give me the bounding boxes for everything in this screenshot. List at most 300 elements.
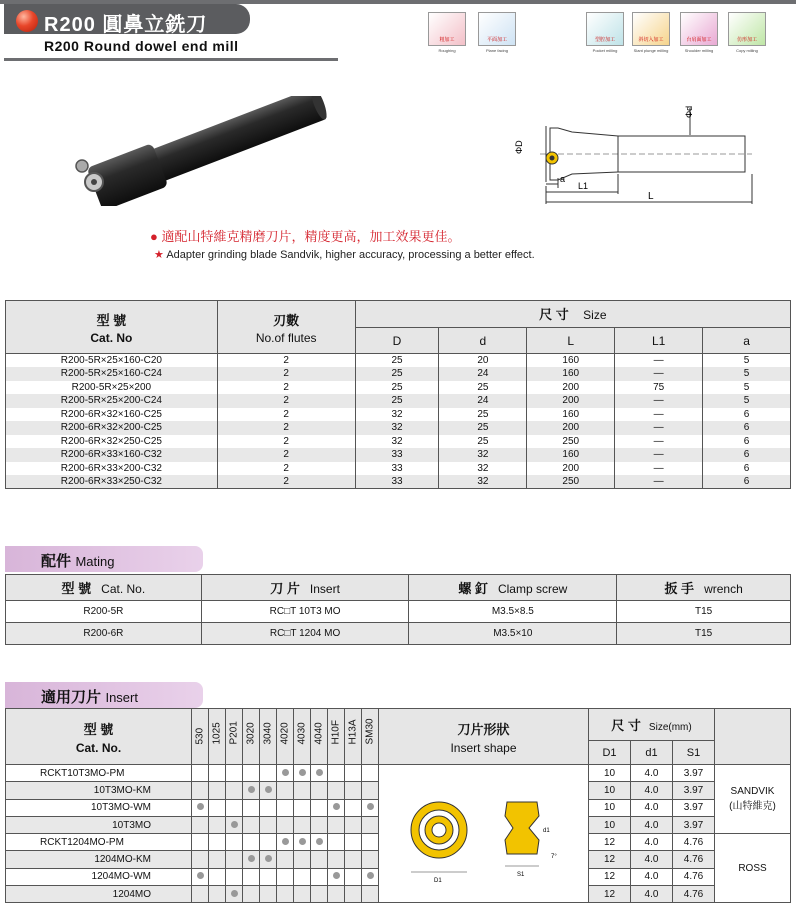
grade-cell — [277, 816, 294, 833]
value-cell: 6 — [703, 421, 791, 435]
page-title: R200 圓鼻立銑刀 — [44, 14, 208, 36]
value-cell: 160 — [527, 448, 615, 462]
title-banner — [4, 4, 250, 34]
operation-2-label: 平面加工 — [486, 37, 507, 43]
mating-header-4: 扳 手 wrench — [617, 575, 791, 601]
value-cell: 5 — [703, 354, 791, 368]
table-row — [6, 435, 791, 449]
grade-cell — [294, 816, 311, 833]
value-cell: 33 — [355, 448, 439, 462]
grade-cell — [311, 851, 328, 868]
grade-cell — [345, 851, 362, 868]
insert-size-d1: 4.0 — [631, 851, 673, 868]
value-cell: 20 — [439, 354, 527, 368]
insert-size-s1: 3.97 — [673, 816, 715, 833]
grade-cell — [345, 834, 362, 851]
grade-cell — [328, 886, 345, 903]
mating-cell: T15 — [617, 601, 791, 623]
title-bullet-icon — [16, 10, 38, 32]
insert-size-s1: 4.76 — [673, 886, 715, 903]
grade-cell — [277, 765, 294, 782]
insert-header-brand — [715, 709, 791, 765]
grade-cell — [209, 765, 226, 782]
shape-label-s1: S1 — [516, 872, 524, 879]
applicable-dot-icon — [316, 838, 323, 845]
insert-cat-no: 1204MO — [6, 886, 192, 903]
mating-cell: RC□T 10T3 MO — [201, 601, 409, 623]
grade-cell — [328, 799, 345, 816]
grade-cell — [226, 834, 243, 851]
grade-cell — [260, 886, 277, 903]
grade-cell — [243, 799, 260, 816]
size-table-header-flutes: 刃數 No.of flutes — [217, 301, 355, 354]
insert-size-d1: 4.0 — [631, 782, 673, 799]
applicable-dot-icon — [231, 821, 238, 828]
insert-size-s1: 3.97 — [673, 782, 715, 799]
value-cell: 25 — [439, 381, 527, 395]
brand-sandvik: SANDVIK (山特維克) — [715, 765, 791, 834]
grade-cell — [226, 782, 243, 799]
value-cell: 200 — [527, 394, 615, 408]
value-cell: 33 — [355, 462, 439, 476]
grade-cell — [311, 782, 328, 799]
insert-size-d1: 4.0 — [631, 799, 673, 816]
star-icon: ★ — [154, 249, 164, 261]
value-cell: 2 — [217, 354, 355, 368]
grade-cell — [345, 816, 362, 833]
value-cell: 2 — [217, 421, 355, 435]
value-cell: 32 — [355, 408, 439, 422]
insert-size-d1: 4.0 — [631, 816, 673, 833]
grade-cell — [243, 834, 260, 851]
grade-cell — [243, 868, 260, 885]
grade-cell — [328, 816, 345, 833]
mating-header-2: 刀 片 Insert — [201, 575, 409, 601]
grade-cell — [277, 782, 294, 799]
value-cell: — — [615, 475, 703, 489]
shape-label-angle: 7° — [550, 854, 557, 861]
grade-cell — [362, 799, 379, 816]
drawing-label-L: L — [648, 191, 654, 202]
insert-size-d1: 12 — [589, 851, 631, 868]
insert-size-s1: 3.97 — [673, 765, 715, 782]
operation-4-caption: Slant plunge milling — [633, 48, 669, 53]
cat-no-cell: R200-5R×25×200 — [6, 381, 218, 395]
grade-cell — [209, 799, 226, 816]
grade-cell — [328, 851, 345, 868]
grade-cell — [311, 886, 328, 903]
insert-size-col-d1: D1 — [589, 741, 631, 765]
value-cell: — — [615, 367, 703, 381]
grade-cell — [243, 816, 260, 833]
operation-3-caption: Pocket milling — [592, 48, 618, 53]
grade-cell — [362, 868, 379, 885]
size-table-header-model: 型 號 Cat. No — [6, 301, 218, 354]
drawing-label-L1: L1 — [578, 181, 589, 191]
insert-size-s1: 4.76 — [673, 868, 715, 885]
grade-cell — [209, 851, 226, 868]
grade-cell — [209, 782, 226, 799]
grade-header-1025: 1025 — [209, 709, 226, 765]
grade-cell — [192, 799, 209, 816]
value-cell: 25 — [355, 394, 439, 408]
applicable-dot-icon — [367, 872, 374, 879]
cat-no-cell: R200-6R×32×250-C25 — [6, 435, 218, 449]
operation-2-caption: Plane facing — [485, 48, 508, 53]
grade-cell — [226, 765, 243, 782]
value-cell: 250 — [527, 435, 615, 449]
value-cell: 6 — [703, 475, 791, 489]
insert-size-d1: 10 — [589, 799, 631, 816]
grade-header-3020: 3020 — [243, 709, 260, 765]
value-cell: 6 — [703, 408, 791, 422]
grade-cell — [345, 765, 362, 782]
cat-no-cell: R200-6R×33×200-C32 — [6, 462, 218, 476]
operation-1-label: 粗加工 — [439, 37, 455, 43]
value-cell: — — [615, 394, 703, 408]
value-cell: — — [615, 435, 703, 449]
grade-cell — [260, 799, 277, 816]
operation-6-icon — [728, 12, 766, 46]
value-cell: — — [615, 421, 703, 435]
insert-size-d1: 10 — [589, 782, 631, 799]
operation-3-icon — [586, 12, 624, 46]
applicable-dot-icon — [231, 890, 238, 897]
value-cell: 32 — [355, 421, 439, 435]
size-col-d: d — [439, 328, 527, 354]
operation-6-caption: Copy milling — [736, 48, 758, 53]
insert-header-shape: 刀片形狀 Insert shape — [379, 709, 589, 765]
grade-cell — [294, 765, 311, 782]
grade-cell — [277, 868, 294, 885]
grade-cell — [209, 868, 226, 885]
feature-note-en — [154, 248, 535, 261]
insert-size-d1: 10 — [589, 816, 631, 833]
table-row — [6, 623, 791, 645]
grade-cell — [277, 886, 294, 903]
applicable-dot-icon — [282, 838, 289, 845]
applicable-dot-icon — [197, 803, 204, 810]
insert-shape-cell — [379, 765, 589, 903]
grade-cell — [243, 851, 260, 868]
tool-drawing — [500, 98, 760, 208]
insert-size-s1: 4.76 — [673, 834, 715, 851]
tool-photo — [66, 96, 336, 206]
feature-note-en-text: Adapter grinding blade Sandvik, higher accuracy, processing a better effect. — [166, 249, 535, 261]
feature-note-cn: ● 適配山特維克精磨刀片，精度更高，加工效果更佳。 — [150, 229, 461, 244]
grade-cell — [243, 765, 260, 782]
value-cell: 5 — [703, 367, 791, 381]
table-row — [6, 601, 791, 623]
insert-size-s1: 3.97 — [673, 799, 715, 816]
grade-cell — [294, 799, 311, 816]
grade-cell — [260, 868, 277, 885]
grade-cell — [226, 816, 243, 833]
grade-cell — [277, 851, 294, 868]
insert-size-d1: 10 — [589, 765, 631, 782]
grade-cell — [260, 816, 277, 833]
insert-size-col-d1: d1 — [631, 741, 673, 765]
grade-cell — [260, 834, 277, 851]
value-cell: 5 — [703, 381, 791, 395]
grade-cell — [311, 765, 328, 782]
grade-cell — [362, 851, 379, 868]
value-cell: 32 — [355, 435, 439, 449]
shape-label-d1-small: d1 — [542, 828, 550, 835]
grade-header-530: 530 — [192, 709, 209, 765]
insert-size-d1: 4.0 — [631, 834, 673, 851]
grade-cell — [260, 782, 277, 799]
value-cell: 2 — [217, 475, 355, 489]
applicable-dot-icon — [282, 769, 289, 776]
operation-5-label: 台肩面加工 — [686, 37, 712, 43]
value-cell: 25 — [439, 408, 527, 422]
insert-size-d1: 12 — [589, 834, 631, 851]
grade-header-4020: 4020 — [277, 709, 294, 765]
value-cell: 250 — [527, 475, 615, 489]
applicable-dot-icon — [265, 855, 272, 862]
operation-5-icon — [680, 12, 718, 46]
grade-cell — [345, 868, 362, 885]
grade-cell — [294, 782, 311, 799]
grade-cell — [362, 886, 379, 903]
size-col-l1: L1 — [615, 328, 703, 354]
grade-cell — [243, 782, 260, 799]
grade-cell — [260, 765, 277, 782]
insert-section-tag: 適用刀片 Insert — [5, 682, 203, 708]
insert-cat-no: 10T3MO-KM — [6, 782, 192, 799]
grade-header-h13a: H13A — [345, 709, 362, 765]
value-cell: 25 — [355, 381, 439, 395]
value-cell: 2 — [217, 394, 355, 408]
value-cell: 6 — [703, 448, 791, 462]
drawing-label-phid: Φd — [684, 105, 694, 118]
value-cell: 2 — [217, 448, 355, 462]
operation-1-icon — [428, 12, 466, 46]
value-cell: — — [615, 448, 703, 462]
grade-cell — [226, 868, 243, 885]
operation-3-label: 型腔加工 — [594, 37, 615, 43]
applicable-dot-icon — [299, 838, 306, 845]
grade-cell — [209, 886, 226, 903]
insert-size-d1: 12 — [589, 886, 631, 903]
operation-5-caption: Shoulder milling — [684, 48, 714, 53]
applicable-dot-icon — [333, 803, 340, 810]
value-cell: 25 — [355, 354, 439, 368]
grade-cell — [328, 834, 345, 851]
grade-cell — [277, 834, 294, 851]
grade-cell — [226, 851, 243, 868]
cat-no-cell: R200-5R×25×200-C24 — [6, 394, 218, 408]
insert-header-model: 型 號 Cat. No. — [6, 709, 192, 765]
size-table-header-size: 尺 寸 Size — [355, 301, 790, 328]
table-row — [6, 475, 791, 489]
grade-cell — [328, 868, 345, 885]
grade-cell — [311, 868, 328, 885]
table-row — [6, 394, 791, 408]
grade-cell — [226, 799, 243, 816]
mating-cell: RC□T 1204 MO — [201, 623, 409, 645]
grade-cell — [192, 765, 209, 782]
mating-section-tag: 配件 Mating — [5, 546, 203, 572]
applicable-dot-icon — [265, 786, 272, 793]
grade-cell — [362, 765, 379, 782]
value-cell: 200 — [527, 462, 615, 476]
applicable-dot-icon — [367, 803, 374, 810]
value-cell: 160 — [527, 367, 615, 381]
size-table — [5, 300, 791, 489]
mating-cell: R200-5R — [6, 601, 202, 623]
insert-cat-no: RCKT10T3MO-PM — [6, 765, 192, 782]
value-cell: 2 — [217, 462, 355, 476]
grade-cell — [192, 886, 209, 903]
insert-size-col-s1: S1 — [673, 741, 715, 765]
grade-cell — [294, 868, 311, 885]
grade-cell — [311, 799, 328, 816]
value-cell: 75 — [615, 381, 703, 395]
drawing-label-a: a — [560, 174, 566, 184]
shape-label-d1: D1 — [433, 878, 442, 885]
insert-cat-no: 10T3MO-WM — [6, 799, 192, 816]
grade-header-h10f: H10F — [328, 709, 345, 765]
table-row — [6, 765, 791, 782]
insert-header-size: 尺 寸 Size(mm) — [589, 709, 715, 741]
mating-cell: M3.5×10 — [409, 623, 617, 645]
insert-size-s1: 4.76 — [673, 851, 715, 868]
mating-cell: M3.5×8.5 — [409, 601, 617, 623]
grade-header-4030: 4030 — [294, 709, 311, 765]
value-cell: 24 — [439, 394, 527, 408]
table-row — [6, 354, 791, 368]
value-cell: 2 — [217, 381, 355, 395]
value-cell: 32 — [439, 462, 527, 476]
page-subtitle: R200 Round dowel end mill — [44, 38, 239, 54]
mating-header-3: 螺 釘 Clamp screw — [409, 575, 617, 601]
applicable-dot-icon — [333, 872, 340, 879]
operation-4-icon — [632, 12, 670, 46]
applicable-dot-icon — [316, 769, 323, 776]
value-cell: 6 — [703, 435, 791, 449]
table-row — [6, 462, 791, 476]
grade-header-4040: 4040 — [311, 709, 328, 765]
value-cell: 6 — [703, 462, 791, 476]
value-cell: 33 — [355, 475, 439, 489]
cat-no-cell: R200-6R×33×160-C32 — [6, 448, 218, 462]
grade-cell — [192, 868, 209, 885]
mating-table — [5, 574, 791, 645]
applicable-dot-icon — [197, 872, 204, 879]
grade-cell — [209, 834, 226, 851]
value-cell: 25 — [439, 421, 527, 435]
grade-cell — [294, 851, 311, 868]
insert-cat-no: 10T3MO — [6, 816, 192, 833]
grade-cell — [345, 782, 362, 799]
applicable-dot-icon — [248, 855, 255, 862]
insert-size-d1: 4.0 — [631, 868, 673, 885]
insert-shape-drawing — [389, 772, 579, 892]
value-cell: 2 — [217, 367, 355, 381]
operation-6-label: 仿形加工 — [736, 37, 757, 43]
grade-cell — [226, 886, 243, 903]
grade-cell — [311, 834, 328, 851]
size-col-l: L — [527, 328, 615, 354]
drawing-label-phiD: ΦD — [514, 140, 524, 154]
grade-header-p201: P201 — [226, 709, 243, 765]
grade-cell — [294, 834, 311, 851]
grade-cell — [192, 851, 209, 868]
insert-cat-no: 1204MO-WM — [6, 868, 192, 885]
grade-header-sm30: SM30 — [362, 709, 379, 765]
grade-cell — [328, 782, 345, 799]
grade-cell — [192, 782, 209, 799]
value-cell: 200 — [527, 381, 615, 395]
mating-cell: T15 — [617, 623, 791, 645]
cat-no-cell: R200-5R×25×160-C20 — [6, 354, 218, 368]
size-col-d: D — [355, 328, 439, 354]
cat-no-cell: R200-6R×33×250-C32 — [6, 475, 218, 489]
operation-1-caption: Roughing — [438, 48, 456, 53]
cat-no-cell: R200-5R×25×160-C24 — [6, 367, 218, 381]
operation-2-icon — [478, 12, 516, 46]
value-cell: 160 — [527, 408, 615, 422]
value-cell: 25 — [439, 435, 527, 449]
cat-no-cell: R200-6R×32×160-C25 — [6, 408, 218, 422]
table-row — [6, 421, 791, 435]
size-col-a: a — [703, 328, 791, 354]
value-cell: — — [615, 354, 703, 368]
grade-cell — [362, 834, 379, 851]
insert-table — [5, 708, 791, 903]
mating-cell: R200-6R — [6, 623, 202, 645]
grade-cell — [328, 765, 345, 782]
value-cell: 32 — [439, 448, 527, 462]
grade-cell — [209, 816, 226, 833]
value-cell: 2 — [217, 435, 355, 449]
mating-header-1: 型 號 Cat. No. — [6, 575, 202, 601]
grade-cell — [345, 799, 362, 816]
grade-cell — [243, 886, 260, 903]
grade-cell — [192, 816, 209, 833]
grade-cell — [345, 886, 362, 903]
insert-cat-no: RCKT1204MO-PM — [6, 834, 192, 851]
table-row — [6, 381, 791, 395]
grade-cell — [311, 816, 328, 833]
grade-cell — [362, 816, 379, 833]
value-cell: 25 — [355, 367, 439, 381]
title-underline — [4, 58, 338, 61]
grade-cell — [260, 851, 277, 868]
applicable-dot-icon — [299, 769, 306, 776]
grade-cell — [362, 782, 379, 799]
value-cell: — — [615, 408, 703, 422]
grade-cell — [277, 799, 294, 816]
value-cell: — — [615, 462, 703, 476]
grade-header-3040: 3040 — [260, 709, 277, 765]
value-cell: 160 — [527, 354, 615, 368]
insert-cat-no: 1204MO-KM — [6, 851, 192, 868]
value-cell: 2 — [217, 408, 355, 422]
table-row — [6, 408, 791, 422]
value-cell: 5 — [703, 394, 791, 408]
grade-cell — [294, 886, 311, 903]
operation-4-label: 斜切入加工 — [638, 37, 664, 43]
value-cell: 24 — [439, 367, 527, 381]
brand-ross: ROSS — [715, 834, 791, 903]
insert-size-d1: 12 — [589, 868, 631, 885]
insert-size-d1: 4.0 — [631, 765, 673, 782]
value-cell: 200 — [527, 421, 615, 435]
insert-size-d1: 4.0 — [631, 886, 673, 903]
